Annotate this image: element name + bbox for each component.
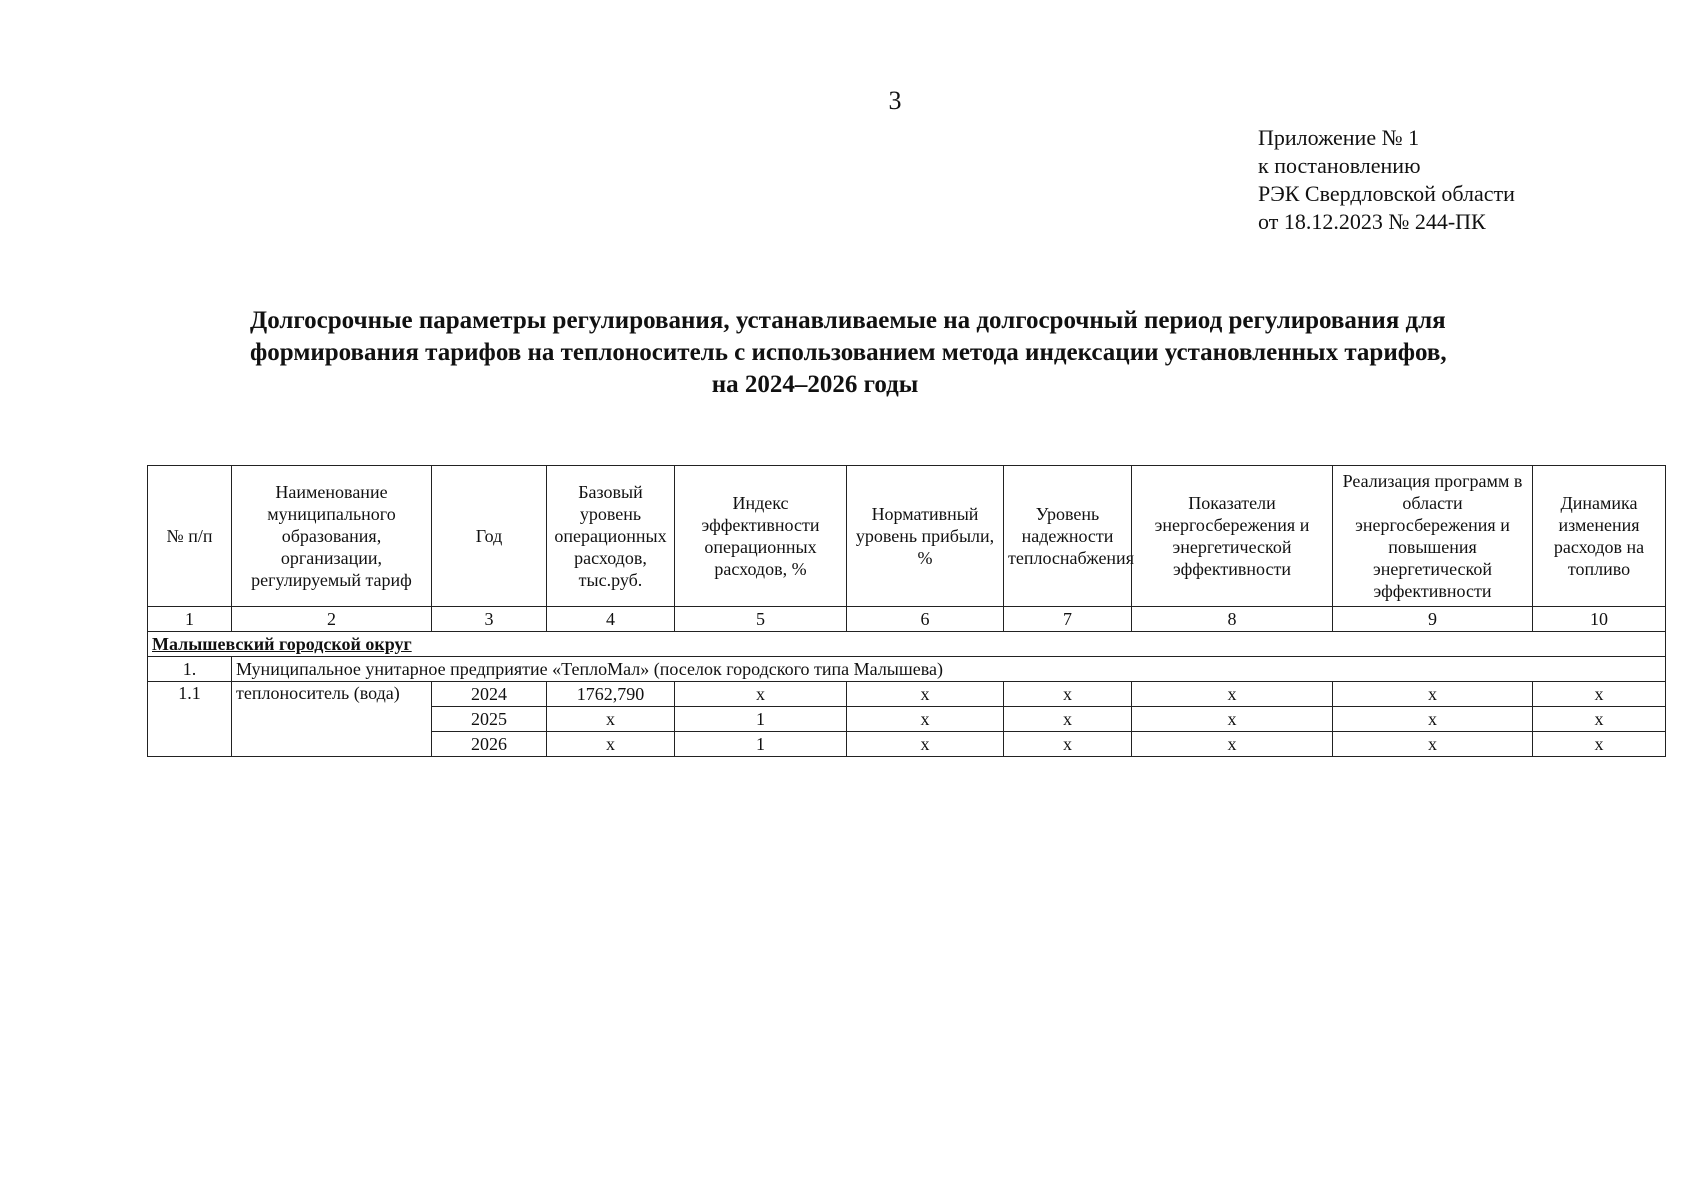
table-cell: х bbox=[1533, 707, 1666, 732]
column-number: 7 bbox=[1004, 607, 1132, 632]
table-cell: х bbox=[1333, 682, 1533, 707]
table-cell: х bbox=[847, 707, 1004, 732]
table-cell: х bbox=[1004, 682, 1132, 707]
table-cell: х bbox=[1004, 732, 1132, 757]
table-cell: х bbox=[847, 732, 1004, 757]
region-name: Малышевский городской округ bbox=[148, 632, 1666, 657]
organization-row bbox=[148, 657, 1666, 682]
column-number: 10 bbox=[1533, 607, 1666, 632]
header-row bbox=[148, 466, 1666, 607]
header-cell: Реализация программ в области энергосбережения и повышения энергетической эффективности bbox=[1333, 466, 1533, 607]
column-number: 5 bbox=[675, 607, 847, 632]
region-row bbox=[148, 632, 1666, 657]
table-cell: х bbox=[1132, 732, 1333, 757]
header-cell: Базовый уровень операционных расходов, тыс.руб. bbox=[547, 466, 675, 607]
column-number: 3 bbox=[432, 607, 547, 632]
column-number: 8 bbox=[1132, 607, 1333, 632]
table-row bbox=[148, 682, 1666, 707]
table-cell: х bbox=[1333, 707, 1533, 732]
table-cell: х bbox=[1004, 707, 1132, 732]
document-title bbox=[250, 305, 1447, 401]
year-cell: 2025 bbox=[432, 707, 547, 732]
table-cell: х bbox=[1533, 732, 1666, 757]
header-cell: Нормативный уровень прибыли, % bbox=[847, 466, 1004, 607]
column-number: 9 bbox=[1333, 607, 1533, 632]
header-cell: Год bbox=[432, 466, 547, 607]
tariff-index: 1.1 bbox=[148, 682, 232, 757]
table-cell: 1 bbox=[675, 732, 847, 757]
column-number: 6 bbox=[847, 607, 1004, 632]
header-cell: Показатели энергосбережения и энергетической эффективности bbox=[1132, 466, 1333, 607]
year-cell: 2026 bbox=[432, 732, 547, 757]
table-cell: х bbox=[675, 682, 847, 707]
page-number: 3 bbox=[888, 86, 902, 115]
parameters-table bbox=[147, 465, 1666, 757]
title-line-1: Долгосрочные параметры регулирования, устанавливаемые на долгосрочный период регулирования для bbox=[250, 307, 1446, 334]
appendix-line-1: Приложение № 1 bbox=[1258, 125, 1420, 150]
header-cell: Динамика изменения расходов на топливо bbox=[1533, 466, 1666, 607]
appendix-line-3: РЭК Свердловской области bbox=[1258, 181, 1515, 206]
column-number: 4 bbox=[547, 607, 675, 632]
table-cell: 1 bbox=[675, 707, 847, 732]
title-line-2: формирования тарифов на теплоноситель с использованием метода индексации установленных тарифов, bbox=[250, 339, 1447, 366]
table-cell: х bbox=[1132, 682, 1333, 707]
appendix-line-4: от 18.12.2023 № 244-ПК bbox=[1258, 209, 1486, 234]
table-cell: х bbox=[1333, 732, 1533, 757]
header-cell: Наименование муниципального образования, организации, регулируемый тариф bbox=[232, 466, 432, 607]
table-cell: х bbox=[1132, 707, 1333, 732]
organization-name: Муниципальное унитарное предприятие «ТеплоМал» (поселок городского типа Малышева) bbox=[232, 657, 1666, 682]
organization-index: 1. bbox=[148, 657, 232, 682]
tariff-name: теплоноситель (вода) bbox=[232, 682, 432, 757]
header-cell: № п/п bbox=[148, 466, 232, 607]
year-cell: 2024 bbox=[432, 682, 547, 707]
table-cell: х bbox=[847, 682, 1004, 707]
appendix-block bbox=[1258, 124, 1515, 236]
header-cell: Индекс эффективности операционных расходов, % bbox=[675, 466, 847, 607]
table-cell: 1762,790 bbox=[547, 682, 675, 707]
column-number-row bbox=[148, 607, 1666, 632]
table-cell: х bbox=[547, 707, 675, 732]
column-number: 1 bbox=[148, 607, 232, 632]
table-cell: х bbox=[547, 732, 675, 757]
appendix-line-2: к постановлению bbox=[1258, 153, 1421, 178]
header-cell: Уровень надежности теплоснабжения bbox=[1004, 466, 1132, 607]
title-line-3: на 2024–2026 годы bbox=[711, 371, 919, 398]
table-cell: х bbox=[1533, 682, 1666, 707]
column-number: 2 bbox=[232, 607, 432, 632]
